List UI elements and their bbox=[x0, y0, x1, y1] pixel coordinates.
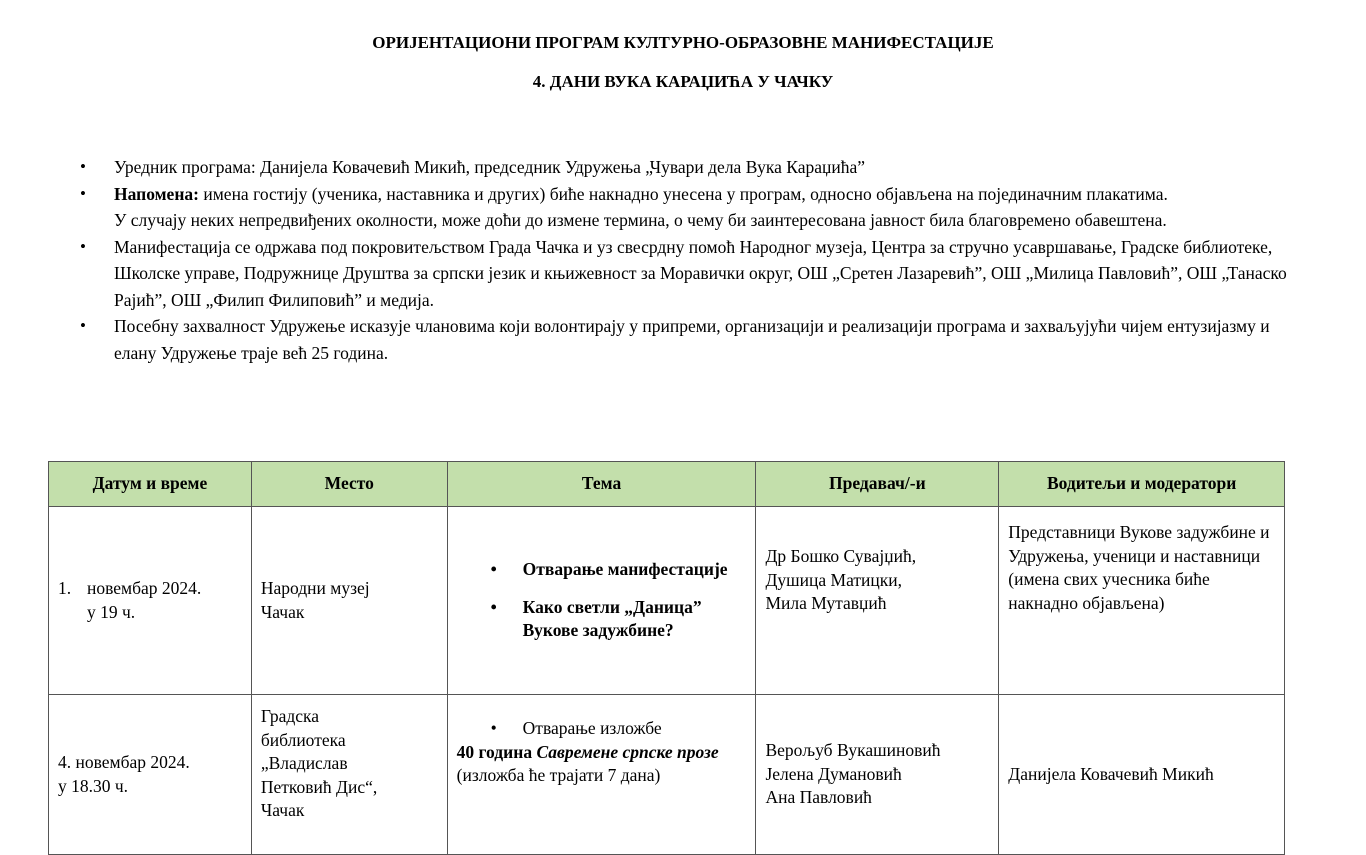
topic-item: • Отварање манифестације bbox=[457, 558, 747, 582]
speaker-name: Душица Матицки, bbox=[765, 569, 903, 590]
header-place: Место bbox=[251, 462, 447, 507]
exhibition-note: (изложба ће трајати 7 дана) bbox=[456, 765, 661, 785]
moderators-text: Представници Вукове задужбине и Удружења, ученици и наставници (имена свих учесника биће накнадно објављена) bbox=[1008, 522, 1270, 613]
place-line: Градска bbox=[260, 706, 320, 726]
cell-place bbox=[251, 507, 447, 695]
header-topic: Тема bbox=[447, 462, 756, 507]
date-line bbox=[58, 577, 242, 601]
place-line: Чачак bbox=[260, 601, 305, 622]
header-moderators: Водитељи и модератори bbox=[999, 462, 1285, 507]
topic-list bbox=[457, 558, 747, 643]
cell-topic bbox=[447, 695, 756, 855]
cell-speakers bbox=[756, 507, 999, 695]
note-thanks: • Посебну захвалност Удружење исказује члановима који волонтирају у припреми, организацији и реализацији програма и захваљујући чијем ентузијазму и елану Удружење траје већ 25 година. bbox=[80, 313, 1310, 366]
table-row bbox=[49, 507, 1285, 695]
place-line: библиотека bbox=[260, 729, 346, 750]
cell-place bbox=[251, 695, 447, 855]
place-line: Петковић Дис“, bbox=[260, 776, 378, 797]
place-line: Народни музеј bbox=[260, 578, 370, 598]
date-text: новембар 2024. bbox=[87, 578, 202, 598]
topic-item: • Како светли „Даница” Вукове задужбине? bbox=[457, 596, 747, 643]
moderator-name: Данијела Ковачевић Микић bbox=[1008, 763, 1214, 784]
date-number: 1. bbox=[58, 578, 72, 598]
time-text: у 18.30 ч. bbox=[58, 775, 129, 796]
place-line: Чачак bbox=[260, 800, 305, 820]
date-text: 4. новембар 2024. bbox=[58, 752, 190, 772]
note-remark-label: Напомена: bbox=[114, 183, 199, 204]
cell-moderators bbox=[999, 695, 1285, 855]
place-line: „Владислав bbox=[260, 753, 348, 773]
document-title: ОРИЈЕНТАЦИОНИ ПРОГРАМ КУЛТУРНО-ОБРАЗОВНЕ МАНИФЕСТАЦИЈЕ bbox=[372, 33, 994, 52]
notes-list bbox=[80, 154, 1310, 366]
table-header-row bbox=[49, 462, 1285, 507]
speaker-name: Др Бошко Сувајџић, bbox=[765, 546, 917, 566]
speaker-name: Јелена Думановић bbox=[765, 763, 902, 784]
exhibition-item: • Отварање изложбе bbox=[457, 717, 747, 741]
note-remark-text: имена гостију (ученика, наставника и других) биће накнадно унесена у програм, односно објављена на појединачним плакатима. bbox=[198, 183, 1168, 204]
cell-date bbox=[49, 507, 252, 695]
note-patronage: • Манифестација се одржава под покровитељством Града Чачка и уз свесрдну помоћ Народног музеја, Центра за стручно усавршавање, Градске библиотеке, Школске управе, Подружнице Друштва за српски језик и књижевност за Моравички округ, ОШ „Сретен Лазаревић”, ОШ „Милица Павловић”, ОШ „Танаско Рајић”, ОШ „Филип Филиповић” и медија. bbox=[80, 234, 1310, 314]
note-editor: • Уредник програма: Данијела Ковачевић Микић, председник Удружења „Чувари дела Вука Караџића” bbox=[80, 154, 1310, 181]
table-row bbox=[49, 695, 1285, 855]
cell-topic bbox=[447, 507, 756, 695]
header-date-time: Датум и време bbox=[49, 462, 252, 507]
cell-date bbox=[49, 695, 252, 855]
note-remark-text-2: У случају неких непредвиђених околности, може доћи до измене термина, о чему би заинтересована јавност била благовремено обавештена. bbox=[114, 210, 1167, 230]
speaker-name: Ана Павловић bbox=[765, 787, 872, 808]
time-text: у 19 ч. bbox=[87, 601, 136, 622]
exhibition-title-italic: Савремене српске прозе bbox=[536, 741, 719, 762]
header-speakers: Предавач/-и bbox=[756, 462, 999, 507]
note-remark bbox=[80, 181, 1310, 234]
cell-moderators bbox=[999, 507, 1285, 695]
exhibition-title-bold: 40 година bbox=[456, 741, 537, 762]
exhibition-title bbox=[457, 741, 747, 765]
speaker-name: Верољуб Вукашиновић bbox=[765, 740, 941, 761]
document-subtitle: 4. ДАНИ ВУКА КАРАЏИЋА У ЧАЧКУ bbox=[532, 72, 834, 91]
program-table bbox=[48, 461, 1285, 855]
cell-speakers bbox=[756, 695, 999, 855]
speaker-name: Мила Мутавџић bbox=[765, 593, 887, 613]
